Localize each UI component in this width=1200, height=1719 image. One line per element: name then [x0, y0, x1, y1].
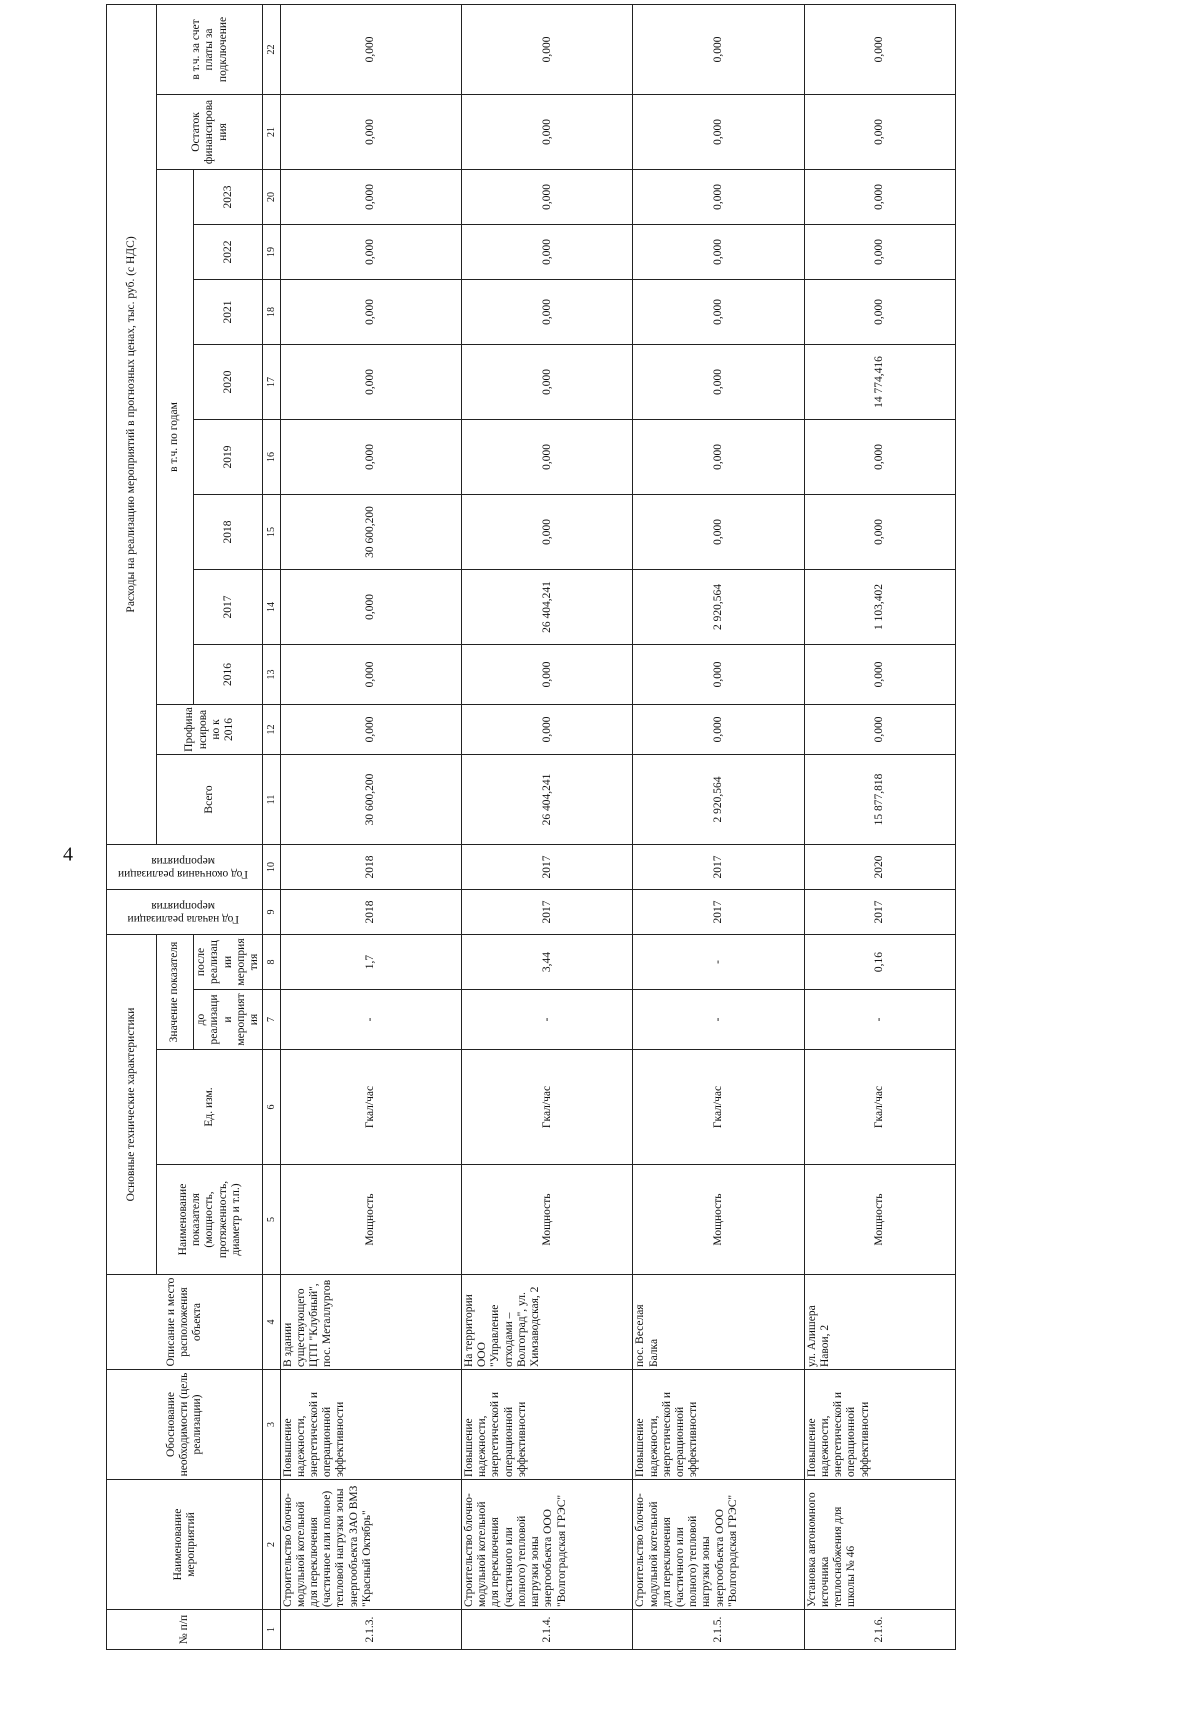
header-before: до реализации мероприятия — [193, 990, 263, 1050]
header-indicator-value: Значение показателя — [157, 934, 193, 1049]
row-year-value: 0,000 — [462, 224, 633, 279]
row-year-value: 0,000 — [280, 569, 461, 644]
header-expenses: Расходы на реализацию мероприятий в прогнозных ценах, тыс. руб. (с НДС) — [107, 4, 157, 844]
column-number: 8 — [263, 934, 280, 989]
row-year-value: 26 404,241 — [462, 569, 633, 644]
row-location: На территории ООО "Управление отходами – Волгоград", ул. Химзаводская, 2 — [462, 1275, 633, 1370]
row-total: 15 877,818 — [804, 754, 955, 844]
header-by-years: в т.ч. по годам — [157, 169, 193, 704]
row-start-year: 2017 — [633, 889, 804, 934]
row-year-value: 0,000 — [633, 279, 804, 344]
header-unit: Ед. изм. — [157, 1050, 263, 1165]
row-connection-fee: 0,000 — [462, 4, 633, 94]
header-year: 2023 — [193, 169, 263, 224]
table-row — [462, 4, 633, 1649]
row-year-value: 0,000 — [280, 224, 461, 279]
row-before: - — [462, 990, 633, 1050]
column-number: 4 — [263, 1275, 280, 1370]
row-year-value: 0,000 — [804, 279, 955, 344]
row-remaining: 0,000 — [280, 94, 461, 169]
row-before: - — [633, 990, 804, 1050]
row-year-value: 0,000 — [804, 419, 955, 494]
header-location: Описание и место расположения объекта — [107, 1275, 263, 1370]
row-year-value: 0,000 — [462, 279, 633, 344]
row-after: 0,16 — [804, 934, 955, 989]
row-after: 3,44 — [462, 934, 633, 989]
row-year-value: 0,000 — [633, 169, 804, 224]
row-remaining: 0,000 — [462, 94, 633, 169]
row-year-value: 0,000 — [462, 494, 633, 569]
row-year-value: 0,000 — [280, 279, 461, 344]
row-total: 2 920,564 — [633, 754, 804, 844]
column-number: 6 — [263, 1050, 280, 1165]
row-indicator: Мощность — [804, 1165, 955, 1275]
row-name: Строительство блочно-модульной котельной для переключения (частичного или полного) тепловой нагрузки зоны энергообъекта ООО "Волгоградская ГРЭС" — [633, 1480, 804, 1610]
row-year-value: 0,000 — [462, 644, 633, 704]
row-end-year: 2020 — [804, 844, 955, 889]
row-prefinanced: 0,000 — [462, 704, 633, 754]
column-number: 22 — [263, 4, 280, 94]
column-number: 21 — [263, 94, 280, 169]
row-unit: Гкал/час — [280, 1050, 461, 1165]
column-number: 10 — [263, 844, 280, 889]
row-name: Строительство блочно-модульной котельной для переключения (частичного или полного) тепловой нагрузки зоны энергообъекта ООО "Волгоградская ГРЭС" — [462, 1480, 633, 1610]
column-number-row — [263, 4, 280, 1649]
header-name: Наименование мероприятий — [107, 1480, 263, 1610]
column-number: 18 — [263, 279, 280, 344]
header-year: 2017 — [193, 569, 263, 644]
row-prefinanced: 0,000 — [804, 704, 955, 754]
column-number: 20 — [263, 169, 280, 224]
row-location: В здании существующего ЦТП "Клубный", пос. Металлургов — [280, 1275, 461, 1370]
row-name: Строительство блочно-модульной котельной для переключения (частичное или полное) тепловой нагрузки зоны энергообъекта ЗАО ВМЗ "Красный Октябрь" — [280, 1480, 461, 1610]
row-start-year: 2017 — [462, 889, 633, 934]
row-name: Установка автономного источника теплоснабжения для школы № 46 — [804, 1480, 955, 1610]
row-year-value: 0,000 — [633, 419, 804, 494]
row-year-value: 1 103,402 — [804, 569, 955, 644]
row-unit: Гкал/час — [633, 1050, 804, 1165]
column-number: 14 — [263, 569, 280, 644]
row-year-value: 0,000 — [804, 494, 955, 569]
row-year-value: 0,000 — [462, 344, 633, 419]
row-connection-fee: 0,000 — [280, 4, 461, 94]
header-prefinanced: Профинансировано к 2016 — [157, 704, 263, 754]
row-after: - — [633, 934, 804, 989]
header-year: 2021 — [193, 279, 263, 344]
row-remaining: 0,000 — [633, 94, 804, 169]
row-prefinanced: 0,000 — [633, 704, 804, 754]
column-number: 19 — [263, 224, 280, 279]
column-number: 7 — [263, 990, 280, 1050]
row-indicator: Мощность — [633, 1165, 804, 1275]
investment-table — [106, 4, 956, 1650]
row-start-year: 2017 — [804, 889, 955, 934]
table-row — [280, 4, 461, 1649]
column-number: 15 — [263, 494, 280, 569]
row-year-value: 0,000 — [633, 344, 804, 419]
row-year-value: 0,000 — [804, 644, 955, 704]
header-year: 2016 — [193, 644, 263, 704]
header-indicator-name: Наименование показателя (мощность, протяженность, диаметр и т.п.) — [157, 1165, 263, 1275]
row-justification: Повышение надежности, энергетической и операционной эффективности — [804, 1370, 955, 1480]
column-number: 1 — [263, 1610, 280, 1650]
row-year-value: 30 600,200 — [280, 494, 461, 569]
row-end-year: 2017 — [462, 844, 633, 889]
row-year-value: 0,000 — [280, 344, 461, 419]
row-connection-fee: 0,000 — [804, 4, 955, 94]
table-row — [633, 4, 804, 1649]
row-year-value: 2 920,564 — [633, 569, 804, 644]
row-before: - — [280, 990, 461, 1050]
row-year-value: 0,000 — [462, 169, 633, 224]
row-no: 2.1.4. — [462, 1610, 633, 1650]
row-no: 2.1.5. — [633, 1610, 804, 1650]
row-location: пос. Веселая Балка — [633, 1275, 804, 1370]
row-location: ул. Алишера Навои, 2 — [804, 1275, 955, 1370]
row-before: - — [804, 990, 955, 1050]
header-after: после реализации мероприятия — [193, 934, 263, 989]
column-number: 2 — [263, 1480, 280, 1610]
column-number: 17 — [263, 344, 280, 419]
header-start-year: Год начала реализации мероприятия — [107, 889, 263, 934]
rotated-table-container — [106, 16, 956, 1650]
row-year-value: 0,000 — [804, 169, 955, 224]
row-year-value: 0,000 — [633, 644, 804, 704]
header-total: Всего — [157, 754, 263, 844]
row-justification: Повышение надежности, энергетической и операционной эффективности — [462, 1370, 633, 1480]
row-no: 2.1.3. — [280, 1610, 461, 1650]
row-no: 2.1.6. — [804, 1610, 955, 1650]
row-year-value: 0,000 — [462, 419, 633, 494]
column-number: 12 — [263, 704, 280, 754]
row-start-year: 2018 — [280, 889, 461, 934]
column-number: 16 — [263, 419, 280, 494]
header-year: 2022 — [193, 224, 263, 279]
row-year-value: 0,000 — [633, 224, 804, 279]
table-row — [804, 4, 955, 1649]
header-year: 2020 — [193, 344, 263, 419]
page-number: 4 — [63, 843, 73, 866]
row-connection-fee: 0,000 — [633, 4, 804, 94]
row-total: 26 404,241 — [462, 754, 633, 844]
column-number: 3 — [263, 1370, 280, 1480]
header-no: № п/п — [107, 1610, 263, 1650]
row-year-value: 0,000 — [633, 494, 804, 569]
header-justification: Обоснование необходимости (цель реализации) — [107, 1370, 263, 1480]
row-indicator: Мощность — [280, 1165, 461, 1275]
row-end-year: 2017 — [633, 844, 804, 889]
header-remaining: Остаток финансирования — [157, 94, 263, 169]
row-remaining: 0,000 — [804, 94, 955, 169]
row-justification: Повышение надежности, энергетической и операционной эффективности — [280, 1370, 461, 1480]
row-indicator: Мощность — [462, 1165, 633, 1275]
row-prefinanced: 0,000 — [280, 704, 461, 754]
header-end-year: Год окончания реализации мероприятия — [107, 844, 263, 889]
header-connection-fee: в т.ч. за счет платы за подключение — [157, 4, 263, 94]
column-number: 5 — [263, 1165, 280, 1275]
row-unit: Гкал/час — [462, 1050, 633, 1165]
row-year-value: 0,000 — [280, 419, 461, 494]
column-number: 13 — [263, 644, 280, 704]
header-year: 2018 — [193, 494, 263, 569]
row-unit: Гкал/час — [804, 1050, 955, 1165]
row-end-year: 2018 — [280, 844, 461, 889]
row-year-value: 14 774,416 — [804, 344, 955, 419]
row-year-value: 0,000 — [280, 169, 461, 224]
row-total: 30 600,200 — [280, 754, 461, 844]
row-after: 1,7 — [280, 934, 461, 989]
header-year: 2019 — [193, 419, 263, 494]
column-number: 9 — [263, 889, 280, 934]
row-year-value: 0,000 — [280, 644, 461, 704]
row-justification: Повышение надежности, энергетической и операционной эффективности — [633, 1370, 804, 1480]
row-year-value: 0,000 — [804, 224, 955, 279]
header-tech: Основные технические характеристики — [107, 934, 157, 1274]
column-number: 11 — [263, 754, 280, 844]
